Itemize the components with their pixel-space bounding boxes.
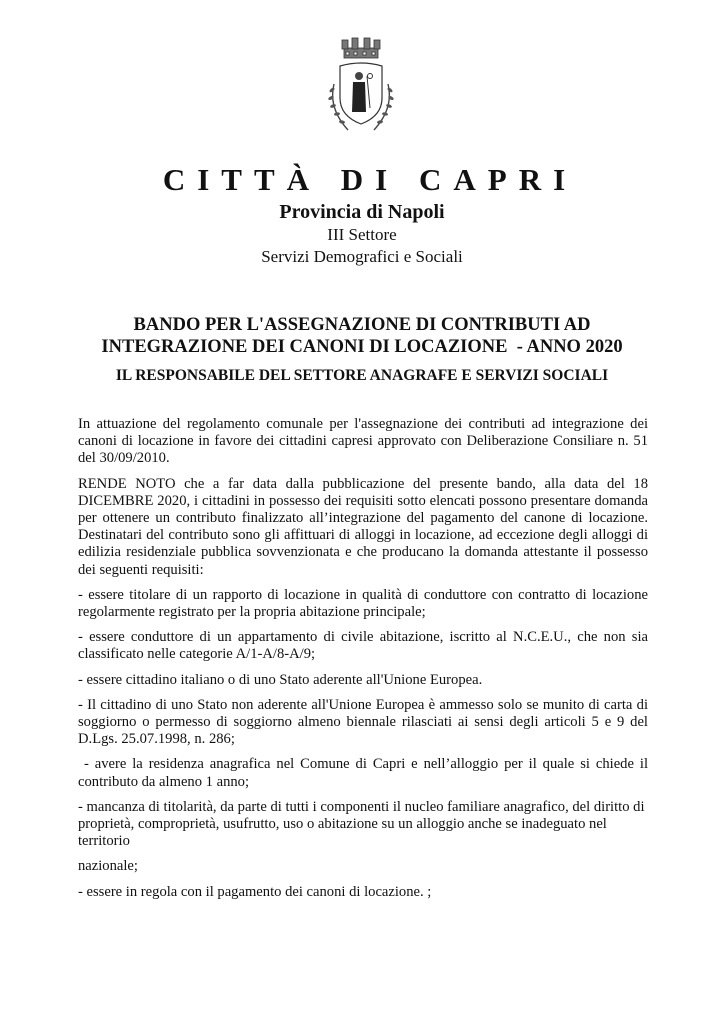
document-body bbox=[78, 416, 652, 909]
city-title: CITTÀ DI CAPRI bbox=[162, 162, 578, 197]
city-coat-of-arms-icon bbox=[318, 36, 404, 136]
document-title bbox=[60, 314, 664, 358]
requirement-item-continuation: nazionale; bbox=[78, 858, 138, 875]
announcement-paragraph: RENDE NOTO che a far data dalla pubblicazione del presente bando, alla data del 18 DICEMBRE 2020, i cittadini in possesso dei requisiti sotto elencati possono presentare domanda per ottenere un contributo finalizzato all’integrazione del pagamento del canone di locazione. Destinatari del contributo sono gli affittuari di alloggi in locazione, ad eccezione degli alloggi di edilizia residenziale pubblica sovvenzionata e che producano la domanda attestante il possesso dei seguenti requisiti: bbox=[78, 475, 648, 578]
requirement-item: - essere cittadino italiano o di uno Stato aderente all'Unione Europea. bbox=[78, 671, 483, 688]
requirement-item: - essere conduttore di un appartamento di civile abitazione, iscritto al N.C.E.U., che non sia classificato nelle categorie A/1-A/8-A/9; bbox=[78, 629, 648, 663]
document-title-line-1: BANDO PER L'ASSEGNAZIONE DI CONTRIBUTI AD bbox=[133, 315, 591, 335]
document-subtitle: IL RESPONSABILE DEL SETTORE ANAGRAFE E SERVIZI SOCIALI bbox=[115, 367, 609, 384]
requirement-item: - essere in regola con il pagamento dei canoni di locazione. ; bbox=[78, 883, 432, 900]
sector-name: III Settore bbox=[327, 225, 397, 244]
requirement-item: - essere titolare di un rapporto di locazione in qualità di conduttore con contratto di locazione regolarmente registrato per la propria abitazione principale; bbox=[78, 586, 648, 621]
requirement-item: - Il cittadino di uno Stato non aderente all'Unione Europea è ammesso solo se munito di carta di soggiorno o permesso di soggiorno almeno biennale rilasciati ai sensi degli articoli 5 e 9 del D.Lgs. 25.07.1998, n. 286; bbox=[78, 696, 648, 748]
requirement-item: - mancanza di titolarità, da parte di tutti i componenti il nucleo familiare anagrafico, del diritto di proprietà, comproprietà, usufrutto, uso o abitazione su un alloggio anche se inadeguato nel territorio bbox=[78, 798, 645, 850]
department-name: Servizi Demografici e Sociali bbox=[261, 247, 463, 266]
requirement-item: - avere la residenza anagrafica nel Comune di Capri e nell’alloggio per il quale si chiede il contributo da almeno 1 anno; bbox=[78, 756, 652, 790]
document-title-line-2: INTEGRAZIONE DEI CANONI DI LOCAZIONE - ANNO 2020 bbox=[101, 337, 623, 357]
province-name: Provincia di Napoli bbox=[279, 201, 445, 223]
intro-paragraph: In attuazione del regolamento comunale per l'assegnazione dei contributi ad integrazione dei canoni di locazione in favore dei cittadini capresi approvato con Deliberazione Consiliare n. 51 del 30/09/2010. bbox=[78, 416, 648, 467]
